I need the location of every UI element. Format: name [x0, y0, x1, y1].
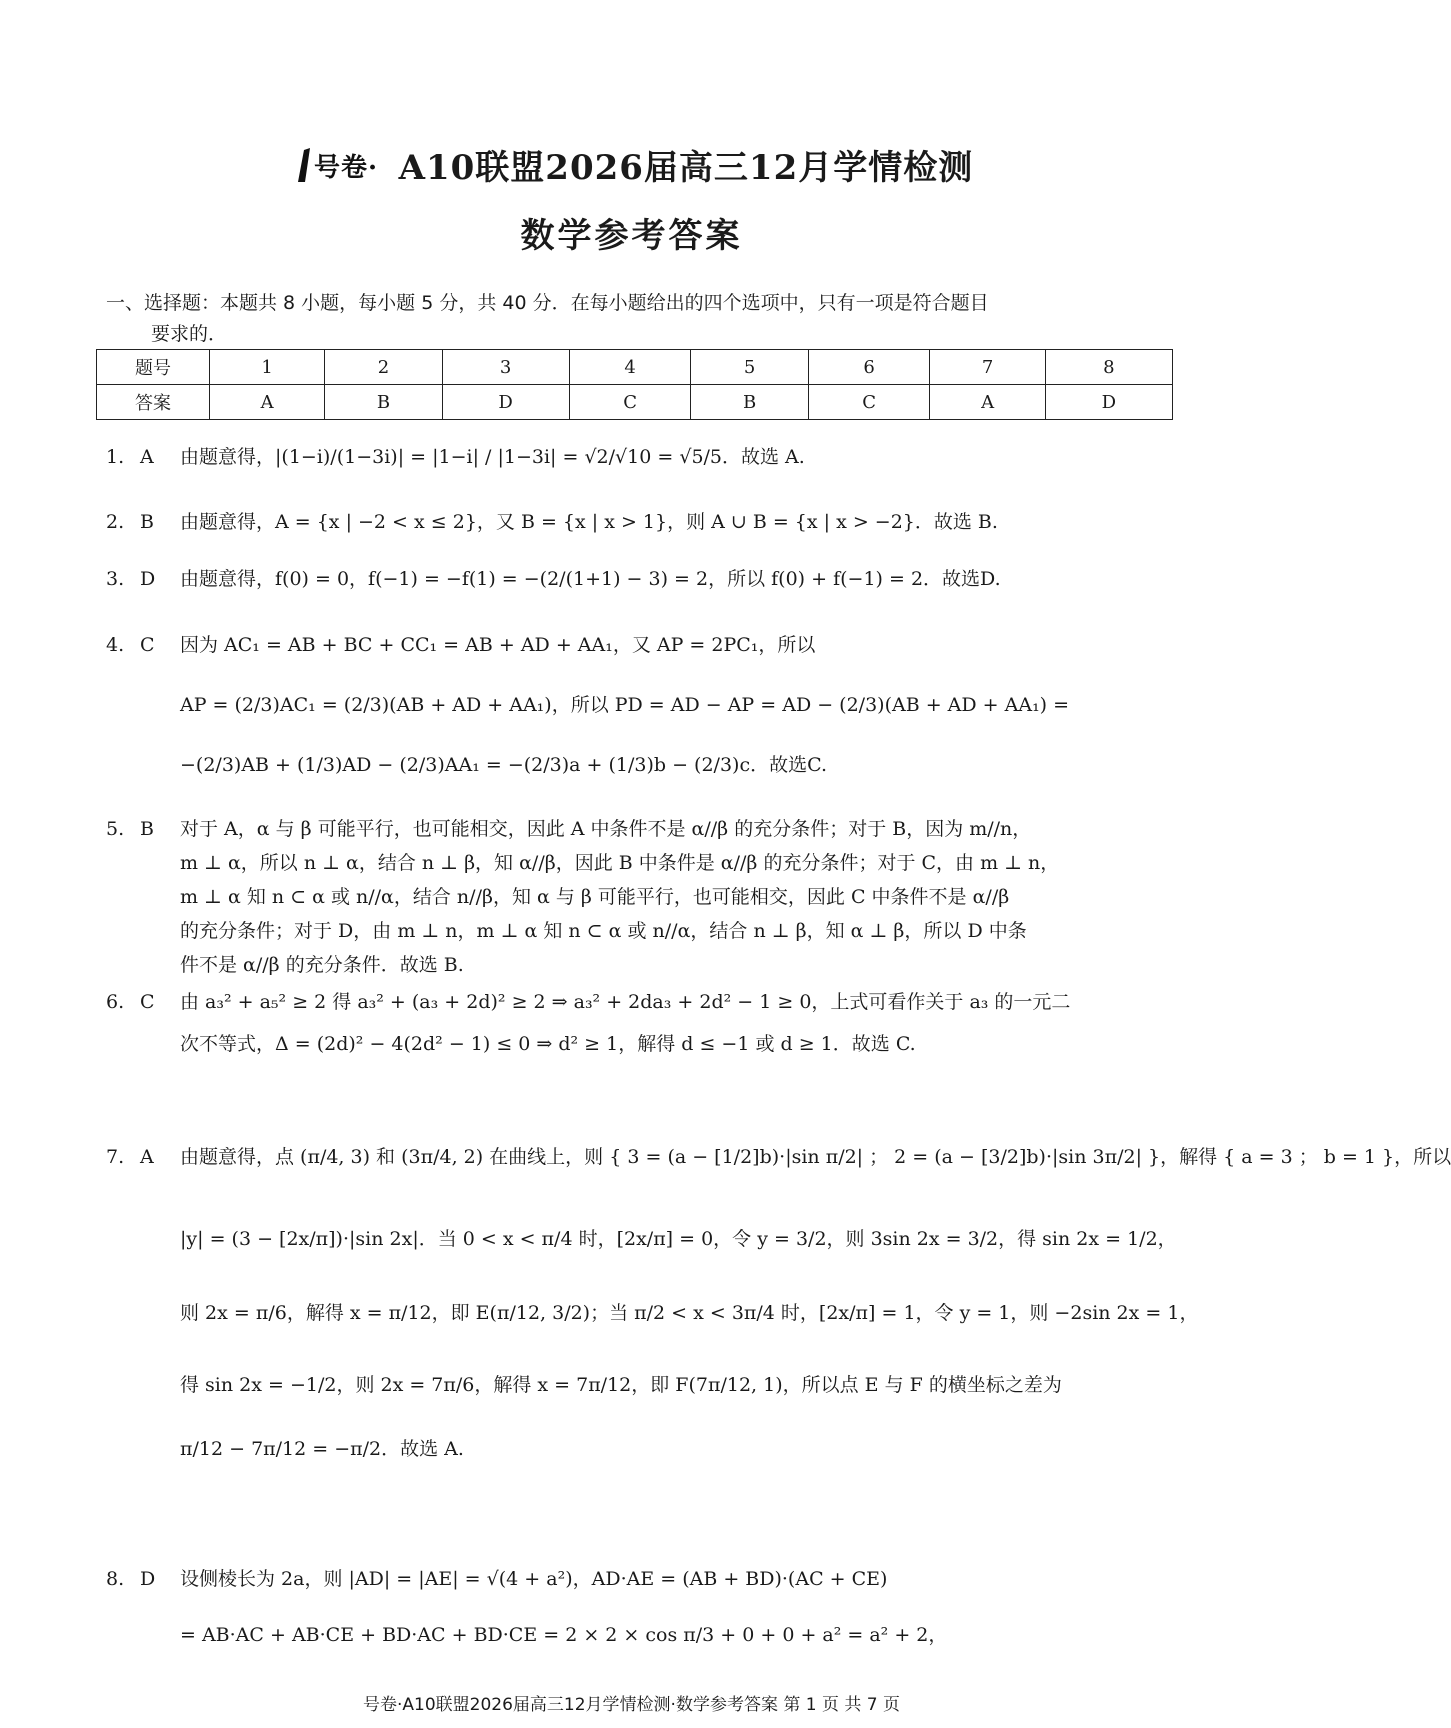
- solution-5: [106, 812, 1166, 982]
- solution-number: 8.: [106, 1568, 125, 1590]
- solution-number: 3.: [106, 568, 125, 590]
- table-cell: 6: [808, 350, 930, 385]
- solution-text: m ⊥ α 知 n ⊂ α 或 n//α，结合 n//β，知 α 与 β 可能平行，也可能相交，因此 C 中条件不是 α//β: [180, 886, 1010, 908]
- table-cell: 3: [442, 350, 569, 385]
- footer-text: 号卷·A10联盟2026届高三12月学情检测·数学参考答案 第 1 页 共 7 页: [362, 1695, 901, 1715]
- solution-number: 7.: [106, 1146, 125, 1168]
- solution-number: 4.: [106, 634, 125, 656]
- table-cell: A: [930, 385, 1045, 420]
- solution-text: 因为 AC₁ = AB + BC + CC₁ = AB + AD + AA₁，又 AP = 2PC₁，所以: [180, 634, 816, 656]
- solution-text: 由题意得，|(1−i)/(1−3i)| = |1−i| / |1−3i| = √2/√10 = √5/5．故选 A.: [180, 446, 805, 468]
- brand-logo-icon: [290, 146, 386, 186]
- table-cell: 4: [569, 350, 691, 385]
- solution-8: [106, 1562, 1166, 1652]
- table-cell: D: [442, 385, 569, 420]
- solution-text: 对于 A，α 与 β 可能平行，也可能相交，因此 A 中条件不是 α//β 的充分条件；对于 B，因为 m//n，: [180, 818, 1032, 840]
- table-cell: D: [1045, 385, 1172, 420]
- solution-text: 由题意得，点 (π/4, 3) 和 (3π/4, 2) 在曲线上，则 { 3 = (a − [1/2]b)·|sin π/2| ； 2 = (a − [3/2]b)·|sin 3π/2| }，解得 { a = 3 ； b = 1 }，所以: [180, 1146, 1451, 1168]
- table-cell: B: [691, 385, 808, 420]
- page-footer: [0, 1690, 1263, 1715]
- solution-text: 次不等式，Δ = (2d)² − 4(2d² − 1) ≤ 0 ⇒ d² ≥ 1，解得 d ≤ −1 或 d ≥ 1．故选 C.: [180, 1033, 916, 1055]
- solution-text: 设侧棱长为 2a，则 |AD| = |AE| = √(4 + a²)，AD·AE = (AB + BD)·(AC + CE): [180, 1568, 888, 1590]
- solution-text: AP = (2/3)AC₁ = (2/3)(AB + AD + AA₁)，所以 PD = AD − AP = AD − (2/3)(AB + AD + AA₁) =: [180, 694, 1070, 716]
- table-cell: C: [808, 385, 930, 420]
- solution-text: |y| = (3 − [2x/π])·|sin 2x|．当 0 < x < π/4 时，[2x/π] = 0，令 y = 3/2，则 3sin 2x = 3/2，得 sin 2x = 1/2，: [180, 1228, 1177, 1250]
- solution-text: 由 a₃² + a₅² ≥ 2 得 a₃² + (a₃ + 2d)² ≥ 2 ⇒ a₃² + 2da₃ + 2d² − 1 ≥ 0，上式可看作关于 a₃ 的一元二: [180, 991, 1071, 1013]
- solution-text: −(2/3)AB + (1/3)AD − (2/3)AA₁ = −(2/3)a + (1/3)b − (2/3)c．故选C.: [180, 754, 827, 776]
- section-heading-line2: 要求的．: [151, 323, 228, 345]
- table-cell: C: [569, 385, 691, 420]
- solution-answer: A: [140, 446, 154, 468]
- solution-number: 2.: [106, 511, 125, 533]
- solution-text: = AB·AC + AB·CE + BD·AC + BD·CE = 2 × 2 × cos π/3 + 0 + 0 + a² = a² + 2，: [180, 1624, 948, 1646]
- answer-table-row-answers: [97, 385, 1173, 420]
- svg-text:号卷·: 号卷·: [313, 152, 378, 183]
- solution-number: 5.: [106, 818, 125, 840]
- solution-3: [106, 562, 1166, 596]
- solution-6: [106, 985, 1166, 1061]
- solution-2: [106, 505, 1166, 539]
- table-header-cell: 题号: [97, 350, 210, 385]
- table-cell: A: [210, 385, 325, 420]
- solution-number: 6.: [106, 991, 125, 1013]
- solution-text: m ⊥ α，所以 n ⊥ α，结合 n ⊥ β，知 α//β，因此 B 中条件是 α//β 的充分条件；对于 C，由 m ⊥ n，: [180, 852, 1060, 874]
- solution-answer: A: [140, 1146, 154, 1168]
- section-heading: [106, 288, 1166, 350]
- solution-answer: C: [140, 991, 155, 1013]
- solution-answer: C: [140, 634, 155, 656]
- solution-1: [106, 440, 1166, 474]
- solution-text: 件不是 α//β 的充分条件．故选 B.: [180, 954, 464, 976]
- answer-table-row-numbers: [97, 350, 1173, 385]
- table-cell: 8: [1045, 350, 1172, 385]
- solution-answer: D: [140, 1568, 156, 1590]
- table-cell: 7: [930, 350, 1045, 385]
- solution-answer: B: [140, 511, 154, 533]
- solution-text: 由题意得，f(0) = 0，f(−1) = −f(1) = −(2/(1+1) − 3) = 2，所以 f(0) + f(−1) = 2．故选D.: [180, 568, 1001, 590]
- page-subtitle: 数学参考答案: [520, 216, 743, 256]
- table-cell: 5: [691, 350, 808, 385]
- solution-7: [106, 1140, 1451, 1466]
- table-header-cell: 答案: [97, 385, 210, 420]
- title-line1: A10联盟2026届高三12月学情检测: [398, 148, 974, 188]
- solution-text: 得 sin 2x = −1/2，则 2x = 7π/6，解得 x = 7π/12，即 F(7π/12, 1)，所以点 E 与 F 的横坐标之差为: [180, 1374, 1062, 1396]
- solution-4: [106, 628, 1166, 782]
- solution-answer: B: [140, 818, 154, 840]
- solution-text: π/12 − 7π/12 = −π/2．故选 A.: [180, 1438, 464, 1460]
- solution-text: 则 2x = π/6，解得 x = π/12，即 E(π/12, 3/2)；当 π/2 < x < 3π/4 时，[2x/π] = 1，令 y = 1，则 −2sin 2x = 1，: [180, 1302, 1199, 1324]
- solution-text: 的充分条件；对于 D，由 m ⊥ n，m ⊥ α 知 n ⊂ α 或 n//α，结合 n ⊥ β，知 α ⊥ β，所以 D 中条: [180, 920, 1027, 942]
- page-title: [0, 140, 1263, 195]
- solution-answer: D: [140, 568, 156, 590]
- solution-number: 1.: [106, 446, 125, 468]
- answer-table: [96, 349, 1173, 420]
- table-cell: B: [325, 385, 442, 420]
- brand-logo: [290, 146, 386, 195]
- section-heading-line1: 一、选择题：本题共 8 小题，每小题 5 分，共 40 分．在每小题给出的四个选项中，只有一项是符合题目: [106, 292, 989, 314]
- solution-text: 由题意得，A = {x | −2 < x ≤ 2}，又 B = {x | x > 1}，则 A ∪ B = {x | x > −2}．故选 B.: [180, 511, 998, 533]
- table-cell: 1: [210, 350, 325, 385]
- table-cell: 2: [325, 350, 442, 385]
